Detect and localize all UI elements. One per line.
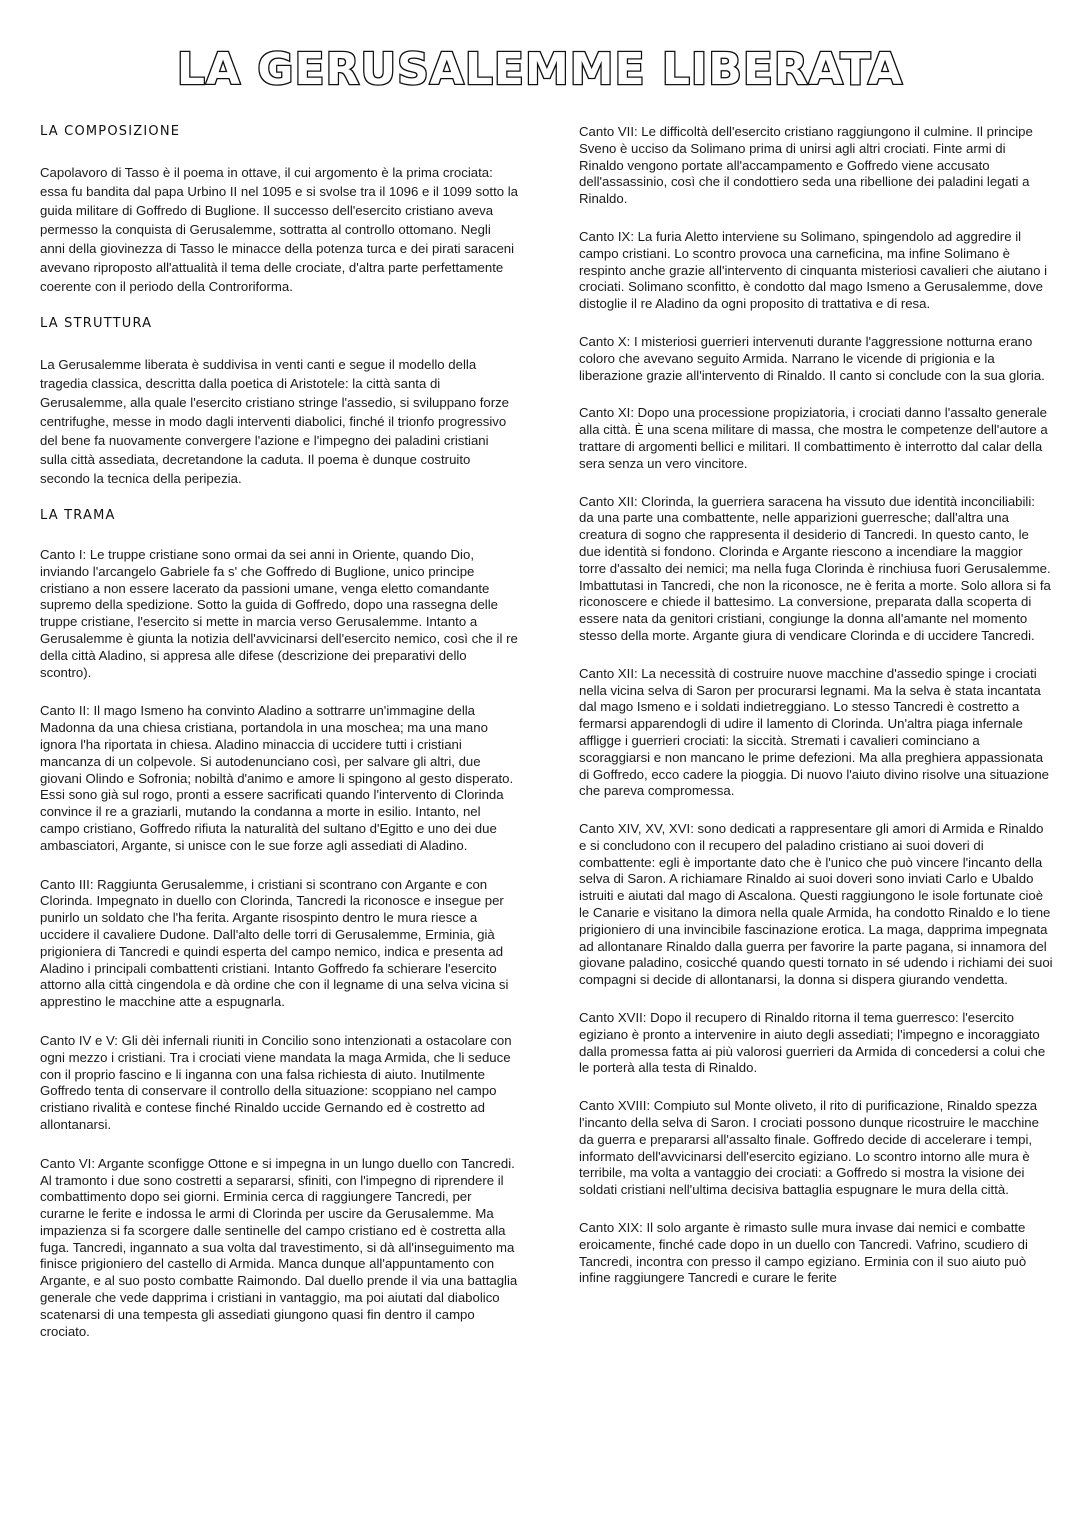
page-title: LA GERUSALEMME LIBERATA bbox=[176, 44, 904, 95]
section-struttura bbox=[40, 316, 518, 488]
canto-paragraph: Canto VI: Argante sconfigge Ottone e si impegna in un lungo duello con Tancredi. Al tramonto i due sono costretti a separarsi, sfiniti, con l'impegno di riprendere il combattimento dopo sei giorni. Erminia cerca di raggiungere Tancredi, per curarne le ferite e indossa le armi di Clorinda per uscire da Gerusalemme. Ma impazienza si fa scorgere dalle sentinelle del campo cristiano ed è costretta alla fuga. Tancredi, ingannato a sua volta dal travestimento, si dà all'inseguimento ma finisce prigioniero del castello di Armida. Manca dunque all'appuntamento con Argante, e al suo posto combatte Raimondo. Dal duello prende il via una battaglia generale che vede dapprima i cristiani in vantaggio, ma poi aiutati dal diabolico scatenarsi di una tempesta gli assediati giungono quasi fin dentro il campo crociato. bbox=[40, 1155, 518, 1339]
canto-paragraph: Canto III: Raggiunta Gerusalemme, i cristiani si scontrano con Argante e con Clorinda. Impegnato in duello con Clorinda, Tancredi la riconosce e insegue per punirlo un soldato che l'ha ferita. Argante risospinto dentro le mura riesce a uccidere il cavaliere Dudone. Dall'alto delle torri di Gerusalemme, Erminia, già prigioniera di Tancredi e quindi esperta del campo nemico, indica e presenta ad Aladino i principali combattenti cristiani. Intanto Goffredo fa schierare l'esercito attorno alla città cingendola e dà ordine che con il legname di una selva vicina si apprestino le macchine atte a espugnarla. bbox=[40, 876, 509, 1010]
canto-paragraph: Canto X: I misteriosi guerrieri intervenuti durante l'aggressione notturna erano coloro che avevano seguito Armida. Narrano le vicende di prigionia e la liberazione grazie all'intervento di Rinaldo. Il canto si conclude con la sua gloria. bbox=[579, 333, 1045, 383]
canto-paragraph: Canto XI: Dopo una processione propiziatoria, i crociati danno l'assalto generale alla città. È una scena militare di massa, che mostra le competenze dell'autore a trattare di argomenti bellici e militari. Il combattimento è interrotto dal calar della sera senza un vero vincitore. bbox=[579, 405, 1048, 471]
canto-paragraph: Canto IX: La furia Aletto interviene su Solimano, spingendolo ad aggredire il campo cristiani. Lo scontro provoca una carneficina, ma infine Solimano è respinto anche grazie all'intervento di cinquanta misteriosi cavalieri che aiutano i crociati. Solimano sconfitto, è condotto dal mago Ismeno a Gerusalemme, dove distoglie il re Aladino da ogni proposito di trattativa e di resa. bbox=[579, 228, 1048, 312]
left-column bbox=[40, 124, 518, 1362]
title-container bbox=[0, 44, 1080, 95]
canto-paragraph: Canto XIX: Il solo argante è rimasto sulle mura invase dai nemici e combatte eroicamente, finché cade dopo in un duello con Tancredi. Vafrino, scudiero di Tancredi, incontra con presso il campo egiziano. Erminia con il suo aiuto può infine raggiungere Tancredi e curare le ferite bbox=[579, 1220, 1028, 1286]
canto-paragraph: Canto IV e V: Gli dèi infernali riuniti in Concilio sono intenzionati a ostacolare con ogni mezzo i cristiani. Tra i crociati viene mandata la maga Armida, che li seduce con il proprio fascino e li inganna con una falsa richiesta di aiuto. Inutilmente Goffredo tenta di conservare il controllo della situazione: scoppiano nel campo cristiano rivalità e contese finché Rinaldo uccide Gernando ed è costretto ad allontanarsi. bbox=[40, 1032, 512, 1132]
section-trama bbox=[40, 508, 518, 1340]
heading-struttura: LA STRUTTURA bbox=[40, 316, 153, 331]
right-column bbox=[579, 124, 1053, 1308]
paragraph-struttura: La Gerusalemme liberata è suddivisa in venti canti e segue il modello della tragedia classica, descritta dalla poetica di Aristotele: la città santa di Gerusalemme, alla quale l'esercito cristiano stringe l'assedio, si sviluppano forze centrifughe, messe in modo dagli interventi diabolici, finché il trionfo progressivo del bene fa nuovamente convergere l'azione e l'impegno dei paladini cristiani sulla città assediata, decretandone la caduta. Il poema è dunque costruito secondo la tecnica della peripezia. bbox=[40, 357, 510, 486]
canto-paragraph: Canto XVII: Dopo il recupero di Rinaldo ritorna il tema guerresco: l'esercito egiziano è pronto a intervenire in aiuto degli assediati; l'impegno e incoraggiato dalla promessa fatta ai più valorosi guerrieri da Armida di concedersi a colui che le porterà alla testa di Rinaldo. bbox=[579, 1010, 1046, 1076]
canto-paragraph: Canto XIV, XV, XVI: sono dedicati a rappresentare gli amori di Armida e Rinaldo e si concludono con il recupero del paladino cristiano ai suoi doveri di combattente: egli è importante dato che è l'unico che può vincere l'incanto della selva di Saron. A richiamare Rinaldo ai suoi doveri sono inviati Carlo e Ubaldo istruiti e aiutati dal mago di Ascalona. Questi raggiungono le isole fortunate cioè le Canarie e visitano la dimora nella quale Armida, ha condotto Rinaldo e lo tiene prigioniero di una invincibile fascinazione erotica. La maga, dapprima impegnata ad allontanare Rinaldo dalla guerra per favorire la parte pagana, si innamora del giovane paladino, cosicché quando questi tornato in sé udendo i richiami dei suoi compagni si decide di allontanarsi, la donna si dispera giurando vendetta. bbox=[579, 821, 1053, 988]
canto-paragraph: Canto II: Il mago Ismeno ha convinto Aladino a sottrarre un'immagine della Madonna da una chiesa cristiana, portandola in una moschea; ma una mano ignora l'ha riportata in chiesa. Aladino minaccia di uccidere tutti i cristiani mancanza di un colpevole. Si autodenunciano così, per salvare gli altri, due giovani Olindo e Sofronia; nobiltà d'animo e amore li spingono al gesto disperato. Essi sono già sul rogo, pronti a essere sacrificati quando l'intervento di Clorinda convince il re a graziarli, mutando la condanna a morte in esilio. Intanto, nel campo cristiano, Goffredo rifiuta la naturalità del sultano d'Egitto e uno dei due ambasciatori, Argante, si unisce con le sue forze agli assediati di Aladino. bbox=[40, 703, 514, 853]
paragraph-composizione: Capolavoro di Tasso è il poema in ottave, il cui argomento è la prima crociata: essa fu bandita dal papa Urbino II nel 1095 e si svolse tra il 1096 e il 1099 sotto la guida militare di Goffredo di Buglione. Il successo dell'esercito cristiano aveva permesso la conquista di Gerusalemme, sottratta al controllo ottomano. Negli anni della giovinezza di Tasso le minacce della potenza turca e dei pirati saraceni avevano riproposto all'attualità il tema delle crociate, d'altra parte perfettamente coerente con il periodo della Controriforma. bbox=[40, 165, 518, 294]
canto-paragraph: Canto I: Le truppe cristiane sono ormai da sei anni in Oriente, quando Dio, inviando l'arcangelo Gabriele fa s' che Goffredo di Buglione, unico principe cristiano a non essere lacerato da passioni umane, venga eletto comandante supremo della spedizione. Sotto la guida di Goffredo, dopo una rassegna delle truppe cristiane, l'esercito si mette in marcia verso Gerusalemme. Intanto a Gerusalemme è giunta la notizia dell'avvicinarsi dell'esercito nemico, così che il re della città Aladino, si appresa alle difese (descrizione dei preparativi dello scontro). bbox=[40, 547, 518, 680]
heading-trama: LA TRAMA bbox=[40, 508, 116, 523]
canto-paragraph: Canto XVIII: Compiuto sul Monte oliveto, il rito di purificazione, Rinaldo spezza l'incanto della selva di Saron. I crociati possono dunque ricostruire le macchine da guerra e prepararsi all'assalto finale. Goffredo decide di accelerare i tempi, informato dell'avvicinarsi dell'esercito egiziano. Lo scontro intorno alle mura è terribile, ma volta a vantaggio dei crociati: a Goffredo si mostra la visione dei soldati cristiani nell'ultima decisiva battaglia espugnare le mura della città. bbox=[579, 1098, 1039, 1198]
canto-paragraph: Canto VII: Le difficoltà dell'esercito cristiano raggiungono il culmine. Il principe Sveno è ucciso da Solimano prima di unirsi agli altri crociati. Finte armi di Rinaldo vengono portate all'accampamento e Goffredo viene accusato dell'assassinio, così che il condottiero seda una ribellione dei paladini legati a Rinaldo. bbox=[579, 124, 1033, 207]
canto-paragraph: Canto XII: La necessità di costruire nuove macchine d'assedio spinge i crociati nella vicina selva di Saron per procurarsi legnami. Ma la selva è stata incantata dal mago Ismeno e i soldati indietreggiano. Lo stesso Tancredi è costretto a fermarsi apparendogli di udire il lamento di Clorinda. Un'altra piaga infernale affligge i guerrieri crociati: la siccità. Stremati i cavalieri cominciano a scoraggiarsi e non mancano le prime defezioni. Ma alla preghiera appassionata di Goffredo, ecco cadere la pioggia. Di nuovo l'aiuto divino risolve una situazione che pareva compromessa. bbox=[579, 665, 1049, 799]
heading-composizione: LA COMPOSIZIONE bbox=[40, 124, 181, 139]
canto-paragraph: Canto XII: Clorinda, la guerriera saracena ha vissuto due identità inconciliabili: da una parte una combattente, nelle apparizioni guerresche; dall'altra una creatura di sogno che rappresenta il desiderio di Tancredi. In questo canto, le due identità si fondono. Clorinda e Argante riescono a incendiare la maggior torre d'assalto dei nemici; ma nella fuga Clorinda è rinchiusa fuori Gerusalemme. Imbattutasi in Tancredi, che non la riconosce, ne è ferita a morte. Solo allora si fa riconoscere e chiede il battesimo. La conversione, preparata dalla scoperta di essere nata da genitori cristiani, congiunge la donna all'amante nel momento stesso della morte. Argante giura di vendicare Clorinda e di uccidere Tancredi. bbox=[579, 493, 1051, 643]
section-composizione bbox=[40, 124, 518, 296]
